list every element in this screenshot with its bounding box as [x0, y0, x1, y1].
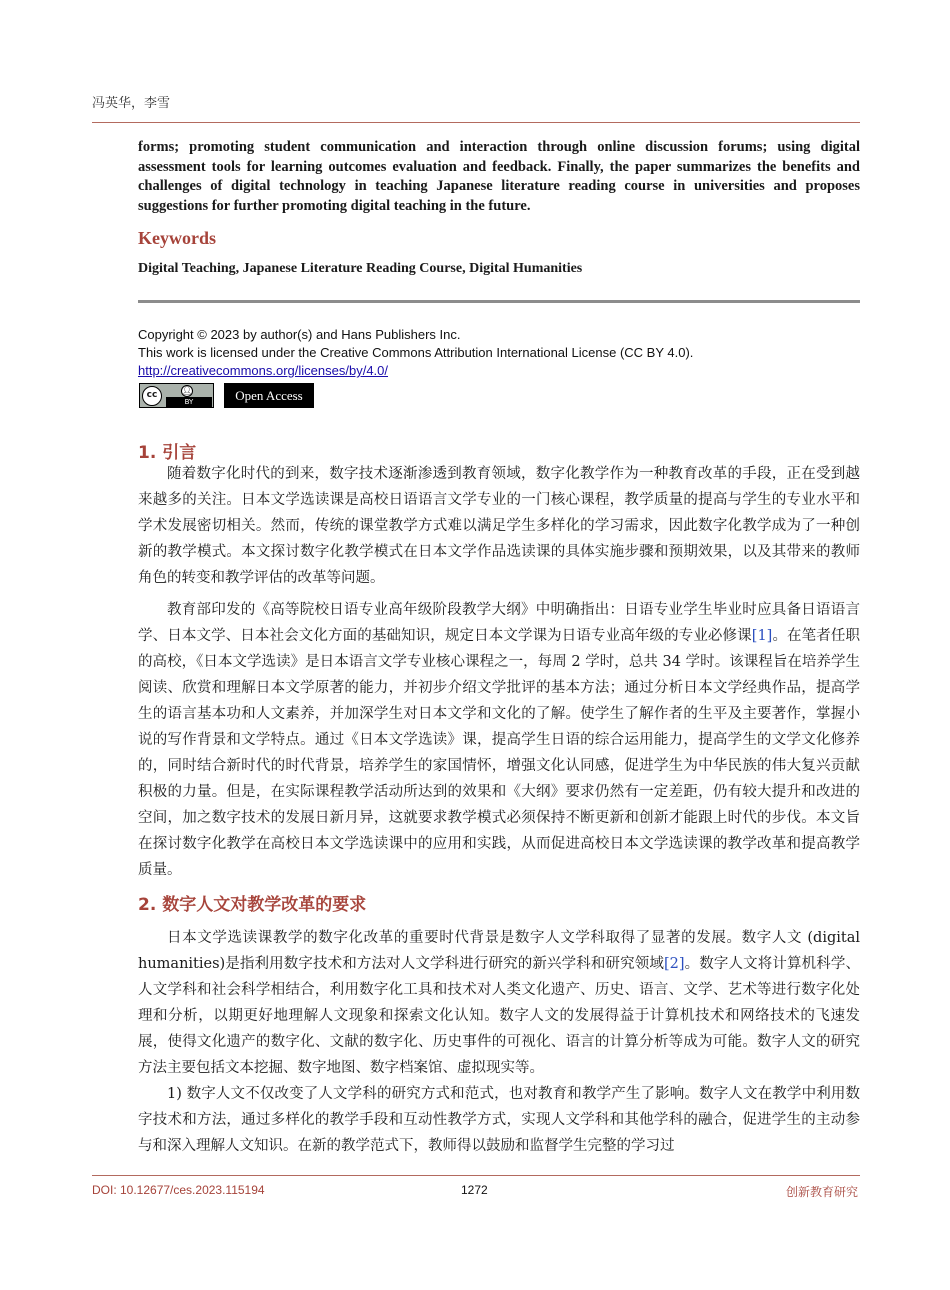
footer-doi[interactable]: DOI: 10.12677/ces.2023.115194 [92, 1183, 265, 1197]
cc-icon: cc [142, 386, 162, 406]
section-title-2: 2. 数字人文对教学改革的要求 [138, 895, 367, 915]
citation-link-1[interactable]: [1] [751, 628, 773, 644]
by-label: BY [166, 397, 212, 407]
keywords-divider [138, 300, 860, 303]
cc-by-badge[interactable] [139, 383, 214, 408]
section2-paragraph-2: 1) 数字人文不仅改变了人文学科的研究方式和范式，也对教育和教学产生了影响。数字人文在教学中利用数字技术和方法，通过多样化的教学手段和互动性教学方式，实现人文学科和其他学科的融合，促进学生的主动参与和深入理解人文知识。在新的教学范式下，教师得以鼓励和监督学生完整的学习过 [138, 1086, 860, 1154]
license-link[interactable]: http://creativecommons.org/licenses/by/4.0/ [138, 363, 389, 378]
section2-paragraph-1 [138, 925, 860, 1081]
journal-name: 创新教育研究 [785, 1185, 858, 1199]
citation-link-2[interactable]: [2] [663, 956, 685, 972]
page-number: 1272 [461, 1183, 488, 1197]
license-statement: This work is licensed under the Creative Commons Attribution International License (CC BY 4.0). [138, 345, 694, 360]
footer-divider [92, 1175, 860, 1176]
copyright-line: Copyright © 2023 by author(s) and Hans Publishers Inc. [138, 327, 461, 342]
person-icon: 👤︎ [182, 386, 193, 395]
para-text: 教育部印发的《高等院校日语专业高年级阶段教学大纲》中明确指出：日语专业学生毕业时应具备日语语言学、日本文学、日本社会文化方面的基础知识，规定日本文学课为日语专业高年级的专业必修课 [138, 602, 860, 644]
section1-paragraph-1: 随着数字化时代的到来，数字技术逐渐渗透到教育领域，数字化教学作为一种教育改革的手段，正在受到越来越多的关注。日本文学选读课是高校日语语言文学专业的一门核心课程，教学质量的提高与学生的专业水平和学术发展密切相关。然而，传统的课堂教学方式难以满足学生多样化的学习需求，因此数字化教学成为了一种创新的教学模式。本文探讨数字化教学模式在日本文学作品选读课的具体实施步骤和预期效果，以及其带来的教师角色的转变和教学评估的改革等问题。 [138, 466, 860, 586]
para-text: 。在笔者任职的高校，《日本文学选读》是日本语言文学专业核心课程之一，每周 2 学时，总共 34 学时。该课程旨在培养学生阅读、欣赏和理解日本文学原著的能力，并初步介绍文学批评的基本方法；通过分析日本文学经典作品，提高学生的语言基本功和人文素养，并加深学生对日本文学和文化的了解。使学生了解作者的生平及主要著作，掌握小说的写作背景和文学特点。通过《日本文学选读》课，提高学生日语的综合运用能力，提高学生的文学文化修养的，同时结合新时代的时代背景，培养学生的家国情怀，增强文化认同感，促进学生为中华民族的伟大复兴贡献积极的力量。但是，在实际课程教学活动所达到的效果和《大纲》要求仍然有一定差距，仍有较大提升和改进的空间，加之数字技术的发展日新月异，这就要求教学模式必须保持不断更新和创新才能跟上时代的步伐。本文旨在探讨数字化教学在高校日本文学选读课中的应用和实践，从而促进高校日本文学选读课的教学改革和提高教学质量。 [138, 628, 861, 878]
section1-paragraph-2 [138, 597, 860, 883]
keywords-list: Digital Teaching, Japanese Literature Reading Course, Digital Humanities [138, 261, 583, 276]
header-divider [92, 122, 860, 123]
license-block [138, 326, 693, 380]
open-access-badge[interactable]: Open Access [224, 383, 314, 408]
keywords-heading: Keywords [138, 228, 216, 248]
abstract-continuation: forms; promoting student communication and interaction through online discussion forums; using digital assessment tools for learning outcomes evaluation and feedback. Finally, the paper summarizes the benefits and challenges of digital technology in teaching Japanese literature reading course in universities and proposes suggestions for further promoting digital teaching in the future. [138, 139, 860, 214]
running-head-authors: 冯英华，李雪 [92, 96, 171, 111]
para-text: 日本文学选读课教学的数字化改革的重要时代背景是数字人文学科取得了显著的发展。数字人文 (digital humanities)是指利用数字技术和方法对人文学科进行研究的新兴学科和研究领域 [138, 930, 860, 972]
para-text: 。数字人文将计算机科学、人文学科和社会科学相结合，利用数字化工具和技术对人类文化遗产、历史、语言、文学、艺术等进行数字化处理和分析，以期更好地理解人文现象和探索文化认知。数字人文的发展得益于计算机技术和网络技术的飞速发展，使得文化遗产的数字化、文献的数字化、历史事件的可视化、语言的计算分析等成为可能。数字人文的研究方法主要包括文本挖掘、数字地图、数字档案馆、虚拟现实等。 [138, 956, 860, 1076]
section-title-1: 1. 引言 [138, 443, 197, 463]
